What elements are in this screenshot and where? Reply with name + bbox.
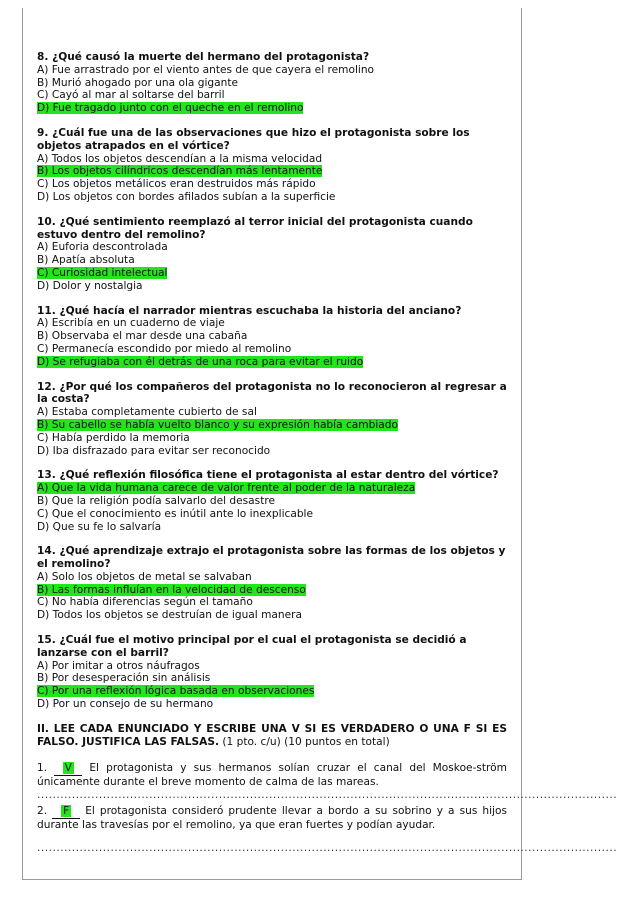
option-text: C) Por una reflexión lógica basada en observaciones: [37, 685, 315, 698]
option-text: C) Permanecía escondido por miedo al remolino: [37, 342, 292, 355]
answer-option[interactable]: [37, 317, 507, 330]
option-text: A) Solo los objetos de metal se salvaban: [37, 570, 252, 583]
option-text: A) Euforia descontrolada: [37, 241, 168, 254]
statement-1-text: El protagonista y sus hermanos solían cruzar el canal del Moskoe-ström únicamente durante el breve momento de calma de las mareas.: [37, 761, 507, 788]
section-ii-heading: [37, 723, 507, 749]
statement-2-justification-line[interactable]: ......................................................................................................................................................: [37, 841, 617, 854]
answer-option[interactable]: [37, 571, 507, 584]
answer-option[interactable]: [37, 609, 507, 622]
option-text: A) Fue arrastrado por el viento antes de que cayera el remolino: [37, 63, 375, 76]
option-text: C) Cayó al mar al soltarse del barril: [37, 89, 225, 102]
question-title: 9. ¿Cuál fue una de las observaciones que hizo el protagonista sobre los objetos atrapados en el vórtice?: [37, 126, 470, 152]
question-11: [37, 305, 507, 369]
answer-option[interactable]: [37, 64, 507, 77]
answer-option-selected[interactable]: [37, 356, 507, 369]
question-title: 13. ¿Qué reflexión filosófica tiene el protagonista al estar dentro del vórtice?: [37, 469, 499, 482]
answer-option-selected[interactable]: [37, 584, 507, 597]
option-text: D) Todos los objetos se destruían de igual manera: [37, 609, 302, 622]
answer-option[interactable]: [37, 254, 507, 267]
answer-option[interactable]: [37, 153, 507, 166]
answer-option[interactable]: [37, 432, 507, 445]
answer-option[interactable]: [37, 698, 507, 711]
answer-option[interactable]: [37, 280, 507, 293]
option-text: D) Fue tragado junto con el queche en el remolino: [37, 102, 304, 115]
option-text: C) Curiosidad intelectual: [37, 266, 168, 279]
answer-option[interactable]: [37, 191, 507, 204]
option-text: B) Su cabello se había vuelto blanco y su expresión había cambiado: [37, 418, 398, 431]
question-title: 11. ¿Qué hacía el narrador mientras escuchaba la historia del anciano?: [37, 304, 462, 317]
answer-option[interactable]: [37, 241, 507, 254]
option-text: B) Por desesperación sin análisis: [37, 672, 211, 685]
option-text: B) Las formas influían en la velocidad de descenso: [37, 583, 306, 596]
question-12: [37, 381, 507, 458]
statement-1-answer: V: [64, 761, 72, 774]
statement-1-number: 1.: [37, 761, 48, 774]
option-text: C) No había diferencias según el tamaño: [37, 596, 253, 609]
question-title: 14. ¿Qué aprendizaje extrajo el protagonista sobre las formas de los objetos y el remolino?: [37, 545, 506, 571]
answer-option[interactable]: [37, 521, 507, 534]
answer-option-selected[interactable]: [37, 267, 507, 280]
option-text: C) Los objetos metálicos eran destruidos más rápido: [37, 178, 316, 191]
option-text: B) Murió ahogado por una ola gigante: [37, 76, 239, 89]
option-text: B) Que la religión podía salvarlo del desastre: [37, 494, 275, 507]
question-8: [37, 51, 507, 115]
option-text: C) Que el conocimiento es inútil ante lo inexplicable: [37, 507, 314, 520]
statement-2-number: 2.: [37, 804, 48, 817]
option-text: D) Se refugiaba con él detrás de una roca para evitar el ruido: [37, 355, 364, 368]
answer-option-selected[interactable]: [37, 102, 507, 115]
statement-1-justification-line[interactable]: ......................................................................................................................................................: [37, 788, 617, 801]
answer-option[interactable]: [37, 178, 507, 191]
question-9: [37, 127, 507, 204]
option-text: D) Dolor y nostalgia: [37, 279, 143, 292]
statement-2-text: El protagonista consideró prudente llevar a bordo a su sobrino y a sus hijos durante las travesías por el remolino, ya que eran fuertes y podían ayudar.: [37, 804, 507, 831]
option-text: D) Que su fe lo salvaría: [37, 520, 162, 533]
answer-option-selected[interactable]: [37, 419, 507, 432]
answer-option[interactable]: [37, 330, 507, 343]
question-13: [37, 469, 507, 533]
answer-option-selected[interactable]: [37, 685, 507, 698]
option-text: D) Los objetos con bordes afilados subían a la superficie: [37, 190, 336, 203]
option-text: D) Por un consejo de su hermano: [37, 698, 214, 711]
option-text: C) Había perdido la memoria: [37, 431, 190, 444]
answer-option[interactable]: [37, 596, 507, 609]
worksheet-content: [37, 51, 617, 854]
option-text: B) Apatía absoluta: [37, 254, 135, 267]
option-text: A) Por imitar a otros náufragos: [37, 659, 200, 672]
option-text: A) Todos los objetos descendían a la misma velocidad: [37, 152, 323, 165]
answer-option-selected[interactable]: [37, 165, 507, 178]
question-title: 12. ¿Por qué los compañeros del protagonista no lo reconocieron al regresar a la costa?: [37, 380, 507, 406]
option-text: A) Que la vida humana carece de valor frente al poder de la naturaleza: [37, 482, 416, 495]
section-ii-points: (1 pto. c/u) (10 puntos en total): [219, 735, 390, 748]
answer-option-selected[interactable]: [37, 482, 507, 495]
answer-option[interactable]: [37, 77, 507, 90]
answer-option[interactable]: [37, 406, 507, 419]
answer-option[interactable]: [37, 495, 507, 508]
statement-1: [37, 762, 507, 789]
statement-2: [37, 805, 507, 832]
answer-option[interactable]: [37, 89, 507, 102]
question-14: [37, 545, 507, 622]
statement-2-answer-blank[interactable]: [52, 805, 80, 819]
answer-option[interactable]: [37, 672, 507, 685]
answer-option[interactable]: [37, 343, 507, 356]
question-title: 15. ¿Cuál fue el motivo principal por el cual el protagonista se decidió a lanzarse con el barril?: [37, 634, 467, 659]
question-15: [37, 634, 507, 711]
option-text: A) Escribía en un cuaderno de viaje: [37, 317, 225, 330]
answer-option[interactable]: [37, 660, 507, 673]
question-title: 8. ¿Qué causó la muerte del hermano del protagonista?: [37, 51, 370, 63]
question-title: 10. ¿Qué sentimiento reemplazó al terror inicial del protagonista cuando estuvo dentro del remolino?: [37, 215, 473, 241]
answer-option[interactable]: [37, 445, 507, 458]
answer-option[interactable]: [37, 508, 507, 521]
questions-list: [37, 51, 507, 711]
option-text: D) Iba disfrazado para evitar ser reconocido: [37, 444, 271, 457]
option-text: B) Observaba el mar desde una cabaña: [37, 330, 248, 343]
option-text: A) Estaba completamente cubierto de sal: [37, 406, 257, 419]
section-ii-title: II. LEE CADA ENUNCIADO Y ESCRIBE UNA V SI ES VERDADERO O UNA F SI ES FALSO. JUSTIFICA LAS FALSAS.: [37, 722, 507, 748]
option-text: B) Los objetos cilíndricos descendían más lentamente: [37, 165, 323, 178]
statement-2-answer: F: [63, 804, 70, 817]
statement-1-answer-blank[interactable]: [54, 762, 82, 776]
question-10: [37, 216, 507, 293]
